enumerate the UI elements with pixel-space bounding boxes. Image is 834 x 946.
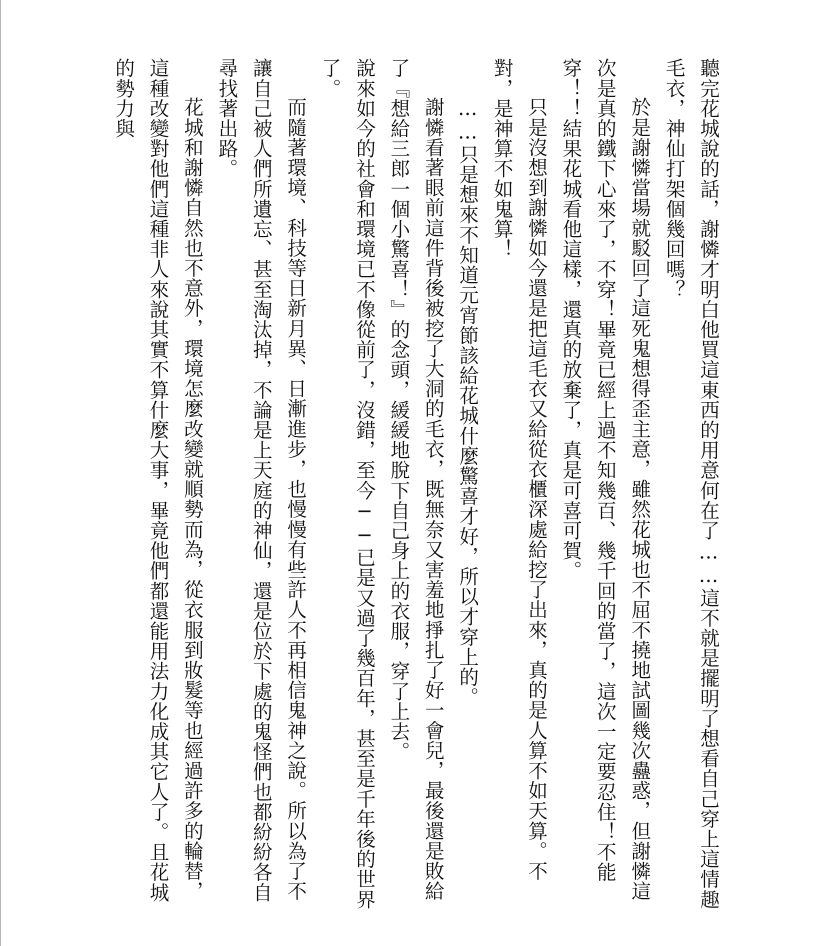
paragraph-5: 謝憐看著眼前這件背後被挖了大洞的毛衣，既無奈又害羞地掙扎了好一會兒，最後還是敗給了『想給三郎一個小驚喜！』的念頭，緩緩地脫下自己身上的衣服，穿了上去。 [387,58,445,901]
paragraph-6: 說來如今的社會和環境已不像從前了，沒錯，至今──已是又過了幾百年，甚至是千年後的世界了。 [318,58,376,910]
paragraph-8: 花城和謝憐自然也不意外，環境怎麼改變就順勢而為，從衣服到妝髮等也經過許多的輪替，這種改變對他們這種非人來說其實不算什麼大事，畢竟他們都還能用法力化成其它人了。且花城的勢力與 [112,58,204,903]
paragraph-7: 而隨著環境、科技等日新月異、日漸進步，也慢慢有些許人不再相信鬼神之說。所以為了不讓自己被人們所遺忘、甚至淘汰掉，不論是上天庭的神仙，還是位於下處的鬼怪們也都紛紛各自尋找著出路。 [215,58,308,903]
vertical-text-body [112,58,725,914]
paragraph-4: ……只是想來不知道元宵節該給花城什麼驚喜才好，所以才穿上的。 [456,97,480,707]
paragraph-3: 只是沒想到謝憐如今還是把這毛衣又給從衣櫃深處給挖了出來，真的是人算不如天算。不對，是神算不如鬼算！ [490,58,548,881]
paragraph-1: 聽完花城說的話，謝憐才明白他買這東西的用意何在了……這不就是擺明了想看自己穿上這情趣毛衣，神仙打架個幾回嗎？ [662,58,720,910]
paragraph-2: 於是謝憐當場就駁回了這死鬼想得歪主意，雖然花城也不屈不撓地試圖幾次蠱惑，但謝憐這次是真的鐵下心來了，不穿！畢竟已經上過不知幾百、幾千回的當了，這次一定要忍住！不能穿！！結果花城看他這樣，還真的放棄了，真是可喜可賀。 [559,58,652,901]
